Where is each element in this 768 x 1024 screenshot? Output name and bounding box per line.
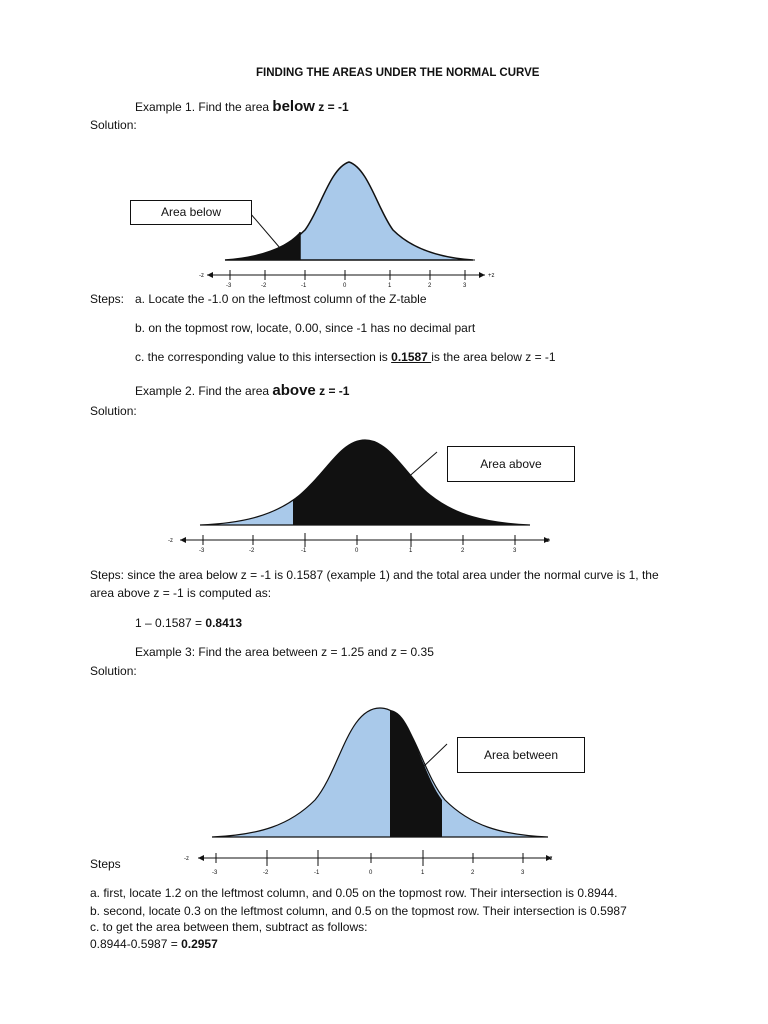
example-1-heading [135,98,349,115]
axis-2-neg: -z [168,538,173,544]
tick-1-g: 3 [463,283,467,289]
example-1-step-b: b. on the topmost row, locate, 0.00, since -1 has no decimal part [135,321,476,335]
tick-2-a: -3 [199,548,205,554]
tick-3-c: -1 [314,870,320,876]
example-2-heading [135,382,349,399]
page-title: FINDING THE AREAS UNDER THE NORMAL CURVE [256,67,540,79]
tick-3-e: 1 [421,870,425,876]
curve-1-fill [225,162,473,260]
tick-3-f: 2 [471,870,475,876]
axis-3-neg: -z [184,856,189,862]
example-2-calc-pre: 1 – 0.1587 = [135,616,206,630]
example-2-calc [135,616,242,630]
curve-1-shade [225,232,300,260]
example-3-step-c: c. to get the area between them, subtract as follows: [90,920,368,934]
example-2-calc-value: 0.8413 [205,616,243,630]
example-3-steps-label: Steps [90,857,121,871]
tick-2-g: 3 [513,548,517,554]
example-1-solution: Solution: [90,118,137,132]
example-2-prefix: Example 2. Find the area [135,384,273,398]
example-2-steps-line1: Steps: since the area below z = -1 is 0.1587 (example 1) and the total area under the normal curve is 1, the [90,568,659,582]
axis-1-neg: -z [199,273,204,279]
example-2-solution: Solution: [90,404,137,418]
example-3-heading: Example 3: Find the area between z = 1.25 and z = 0.35 [135,645,434,659]
tick-1-f: 2 [428,283,432,289]
tick-1-a: -3 [226,283,232,289]
tick-1-c: -1 [301,283,307,289]
example-1-z: z = -1 [318,100,349,114]
axis-2-pos: +z [543,538,550,544]
example-1-step-c-post: is the area below z = -1 [431,350,556,364]
tick-2-f: 2 [461,548,465,554]
curve-3-shade [390,710,442,837]
example-1-step-c [135,350,556,364]
tick-1-e: 1 [388,283,392,289]
tick-1-d: 0 [343,283,347,289]
tick-2-b: -2 [249,548,255,554]
example-3-step-b: b. second, locate 0.3 on the leftmost column, and 0.5 on the topmost row. Their intersection is 0.5987 [90,904,627,918]
example-1-step-c-pre: c. the corresponding value to this intersection is [135,350,392,364]
tick-3-d: 0 [369,870,373,876]
example-3-step-a: a. first, locate 1.2 on the leftmost column, and 0.05 on the topmost row. Their intersection is 0.8944. [90,886,618,900]
example-2-steps-line2: area above z = -1 is computed as: [90,586,272,600]
tick-3-g: 3 [521,870,525,876]
tick-2-d: 0 [355,548,359,554]
example-1-step-a: a. Locate the -1.0 on the leftmost column of the Z-table [135,292,427,306]
example-3-graph [180,700,570,880]
tick-1-b: -2 [261,283,267,289]
axis-1-pos: +z [488,273,495,279]
example-3-calc-pre: 0.8944-0.5987 = [90,937,182,951]
example-1-step-c-value: 0.1587 [391,350,432,364]
example-3-calc [90,937,218,951]
example-1-label-box: Area below [130,200,252,225]
example-1-steps-label: Steps: [90,292,125,306]
tick-3-a: -3 [212,870,218,876]
example-2-z: z = -1 [319,384,350,398]
axis-3-pos: +z [546,856,553,862]
tick-2-e: 1 [409,548,413,554]
tick-3-b: -2 [263,870,269,876]
example-3-label-box: Area between [457,737,585,773]
example-2-label-box: Area above [447,446,575,482]
example-3-calc-value: 0.2957 [181,937,218,951]
example-1-prefix: Example 1. Find the area [135,100,273,114]
example-3-solution: Solution: [90,664,137,678]
tick-2-c: -1 [301,548,307,554]
example-2-keyword: above [272,382,316,399]
example-1-keyword: below [272,98,315,115]
